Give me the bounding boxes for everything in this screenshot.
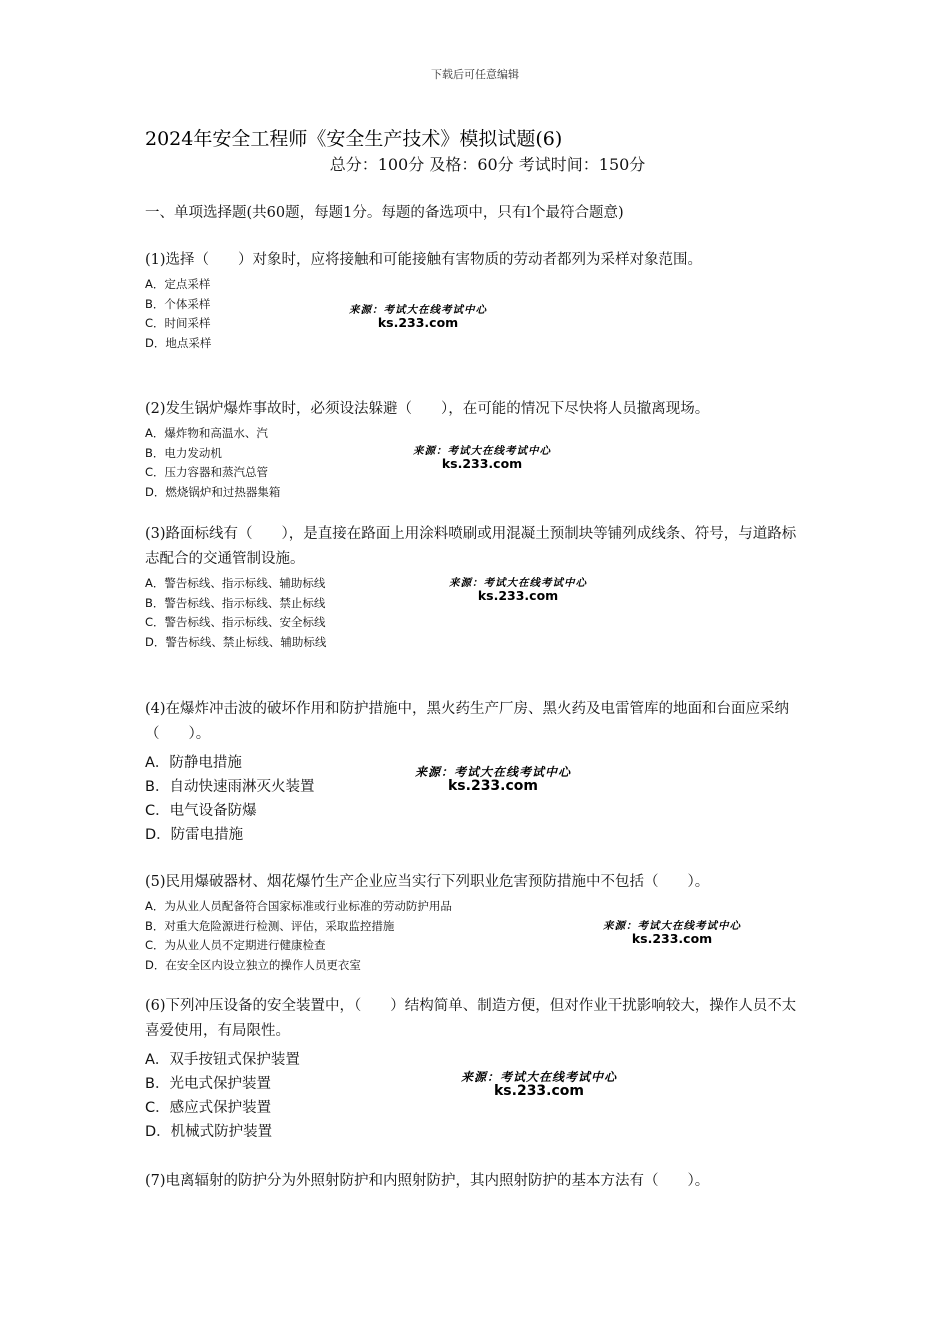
option-d: D．在安全区内设立独立的操作人员更衣室 [145, 957, 361, 972]
option-b: B．光电式保护装置 [145, 1076, 271, 1092]
option-a: A．双手按钮式保护装置 [145, 1052, 300, 1068]
question-stem: (1)选择（ ）对象时，应将接触和可能接触有害物质的劳动者都列为采样对象范围。 [145, 252, 703, 268]
option-c: C．电气设备防爆 [145, 803, 257, 819]
option-a: A．为从业人员配备符合国家标准或行业标准的劳动防护用品 [145, 899, 452, 913]
option-a: A．定点采样 [145, 277, 211, 291]
exam-title: 2024年安全工程师《安全生产技术》模拟试题(6) [145, 128, 563, 150]
watermark-source: 来源：考试大在线考试中心 [413, 445, 551, 457]
question-7 [145, 1169, 810, 1194]
option-c: C．警告标线、指示标线、安全标线 [145, 615, 326, 629]
watermark [588, 921, 756, 945]
question-stem: (2)发生锅炉爆炸事故时，必须设法躲避（ ），在可能的情况下尽快将人员撤离现场。 [145, 401, 710, 417]
watermark-source: 来源：考试大在线考试中心 [349, 304, 487, 316]
option-a: A．爆炸物和高温水、汽 [145, 426, 268, 440]
option-b: B．警告标线、指示标线、禁止标线 [145, 595, 326, 610]
option-c: C．压力容器和蒸汽总管 [145, 465, 269, 479]
option-d: D．防雷电措施 [145, 827, 244, 843]
watermark-url: ks.233.com [477, 588, 559, 604]
watermark-url: ks.233.com [631, 931, 713, 947]
option-a: A．警告标线、指示标线、辅助标线 [145, 576, 326, 590]
section-heading: 一、单项选择题(共60题，每题1分。每题的备选项中，只有l个最符合题意) [145, 205, 624, 221]
question-6 [145, 994, 810, 1144]
watermark [330, 305, 506, 329]
question-stem: (5)民用爆破器材、烟花爆竹生产企业应当实行下列职业危害预防措施中不包括（ ）。 [145, 874, 710, 890]
question-1 [145, 248, 810, 353]
option-c: C．为从业人员不定期进行健康检查 [145, 938, 326, 952]
question-stem: (6)下列冲压设备的安全装置中，（ ）结构简单、制造方便，但对作业干扰影响较大，操作人员不太喜爱使用，有局限性。 [145, 998, 797, 1039]
option-b: B．个体采样 [145, 296, 211, 311]
watermark-source: 来源：考试大在线考试中心 [449, 577, 587, 589]
option-c: C．时间采样 [145, 316, 211, 330]
question-stem: (4)在爆炸冲击波的破坏作用和防护措施中，黑火药生产厂房、黑火药及电雷管库的地面和台面应采纳（ ）。 [145, 701, 790, 742]
option-a: A．防静电措施 [145, 755, 242, 771]
option-c: C．感应式保护装置 [145, 1100, 272, 1116]
exam-meta: 总分：100分 及格：60分 考试时间：150分 [329, 155, 646, 174]
option-b: B．自动快速雨淋灭火装置 [145, 779, 315, 795]
watermark [398, 446, 566, 470]
watermark [438, 1071, 640, 1098]
question-stem: (3)路面标线有（ ），是直接在路面上用涂料喷刷或用混凝土预制块等铺列成线条、符号，与道路标志配合的交通管制设施。 [145, 526, 797, 567]
watermark-url: ks.233.com [441, 456, 523, 472]
watermark [434, 578, 602, 602]
watermark-url: ks.233.com [377, 315, 459, 331]
question-stem: (7)电离辐射的防护分为外照射防护和内照射防护，其内照射防护的基本方法有（ ）。 [145, 1173, 710, 1189]
page-header-note: 下载后可任意编辑 [431, 68, 519, 81]
watermark-source: 来源：考试大在线考试中心 [414, 765, 571, 779]
watermark-source: 来源：考试大在线考试中心 [603, 920, 741, 932]
option-d: D．机械式防护装置 [145, 1124, 273, 1140]
watermark-url: ks.233.com [447, 777, 538, 794]
watermark-source: 来源：考试大在线考试中心 [460, 1070, 617, 1084]
option-b: B．对重大危险源进行检测、评估，采取监控措施 [145, 918, 395, 933]
option-d: D．警告标线、禁止标线、辅助标线 [145, 634, 327, 649]
option-d: D．地点采样 [145, 335, 212, 350]
watermark-url: ks.233.com [493, 1082, 584, 1099]
option-d: D．燃烧锅炉和过热器集箱 [145, 484, 281, 499]
watermark [392, 766, 594, 793]
option-b: B．电力发动机 [145, 445, 222, 460]
